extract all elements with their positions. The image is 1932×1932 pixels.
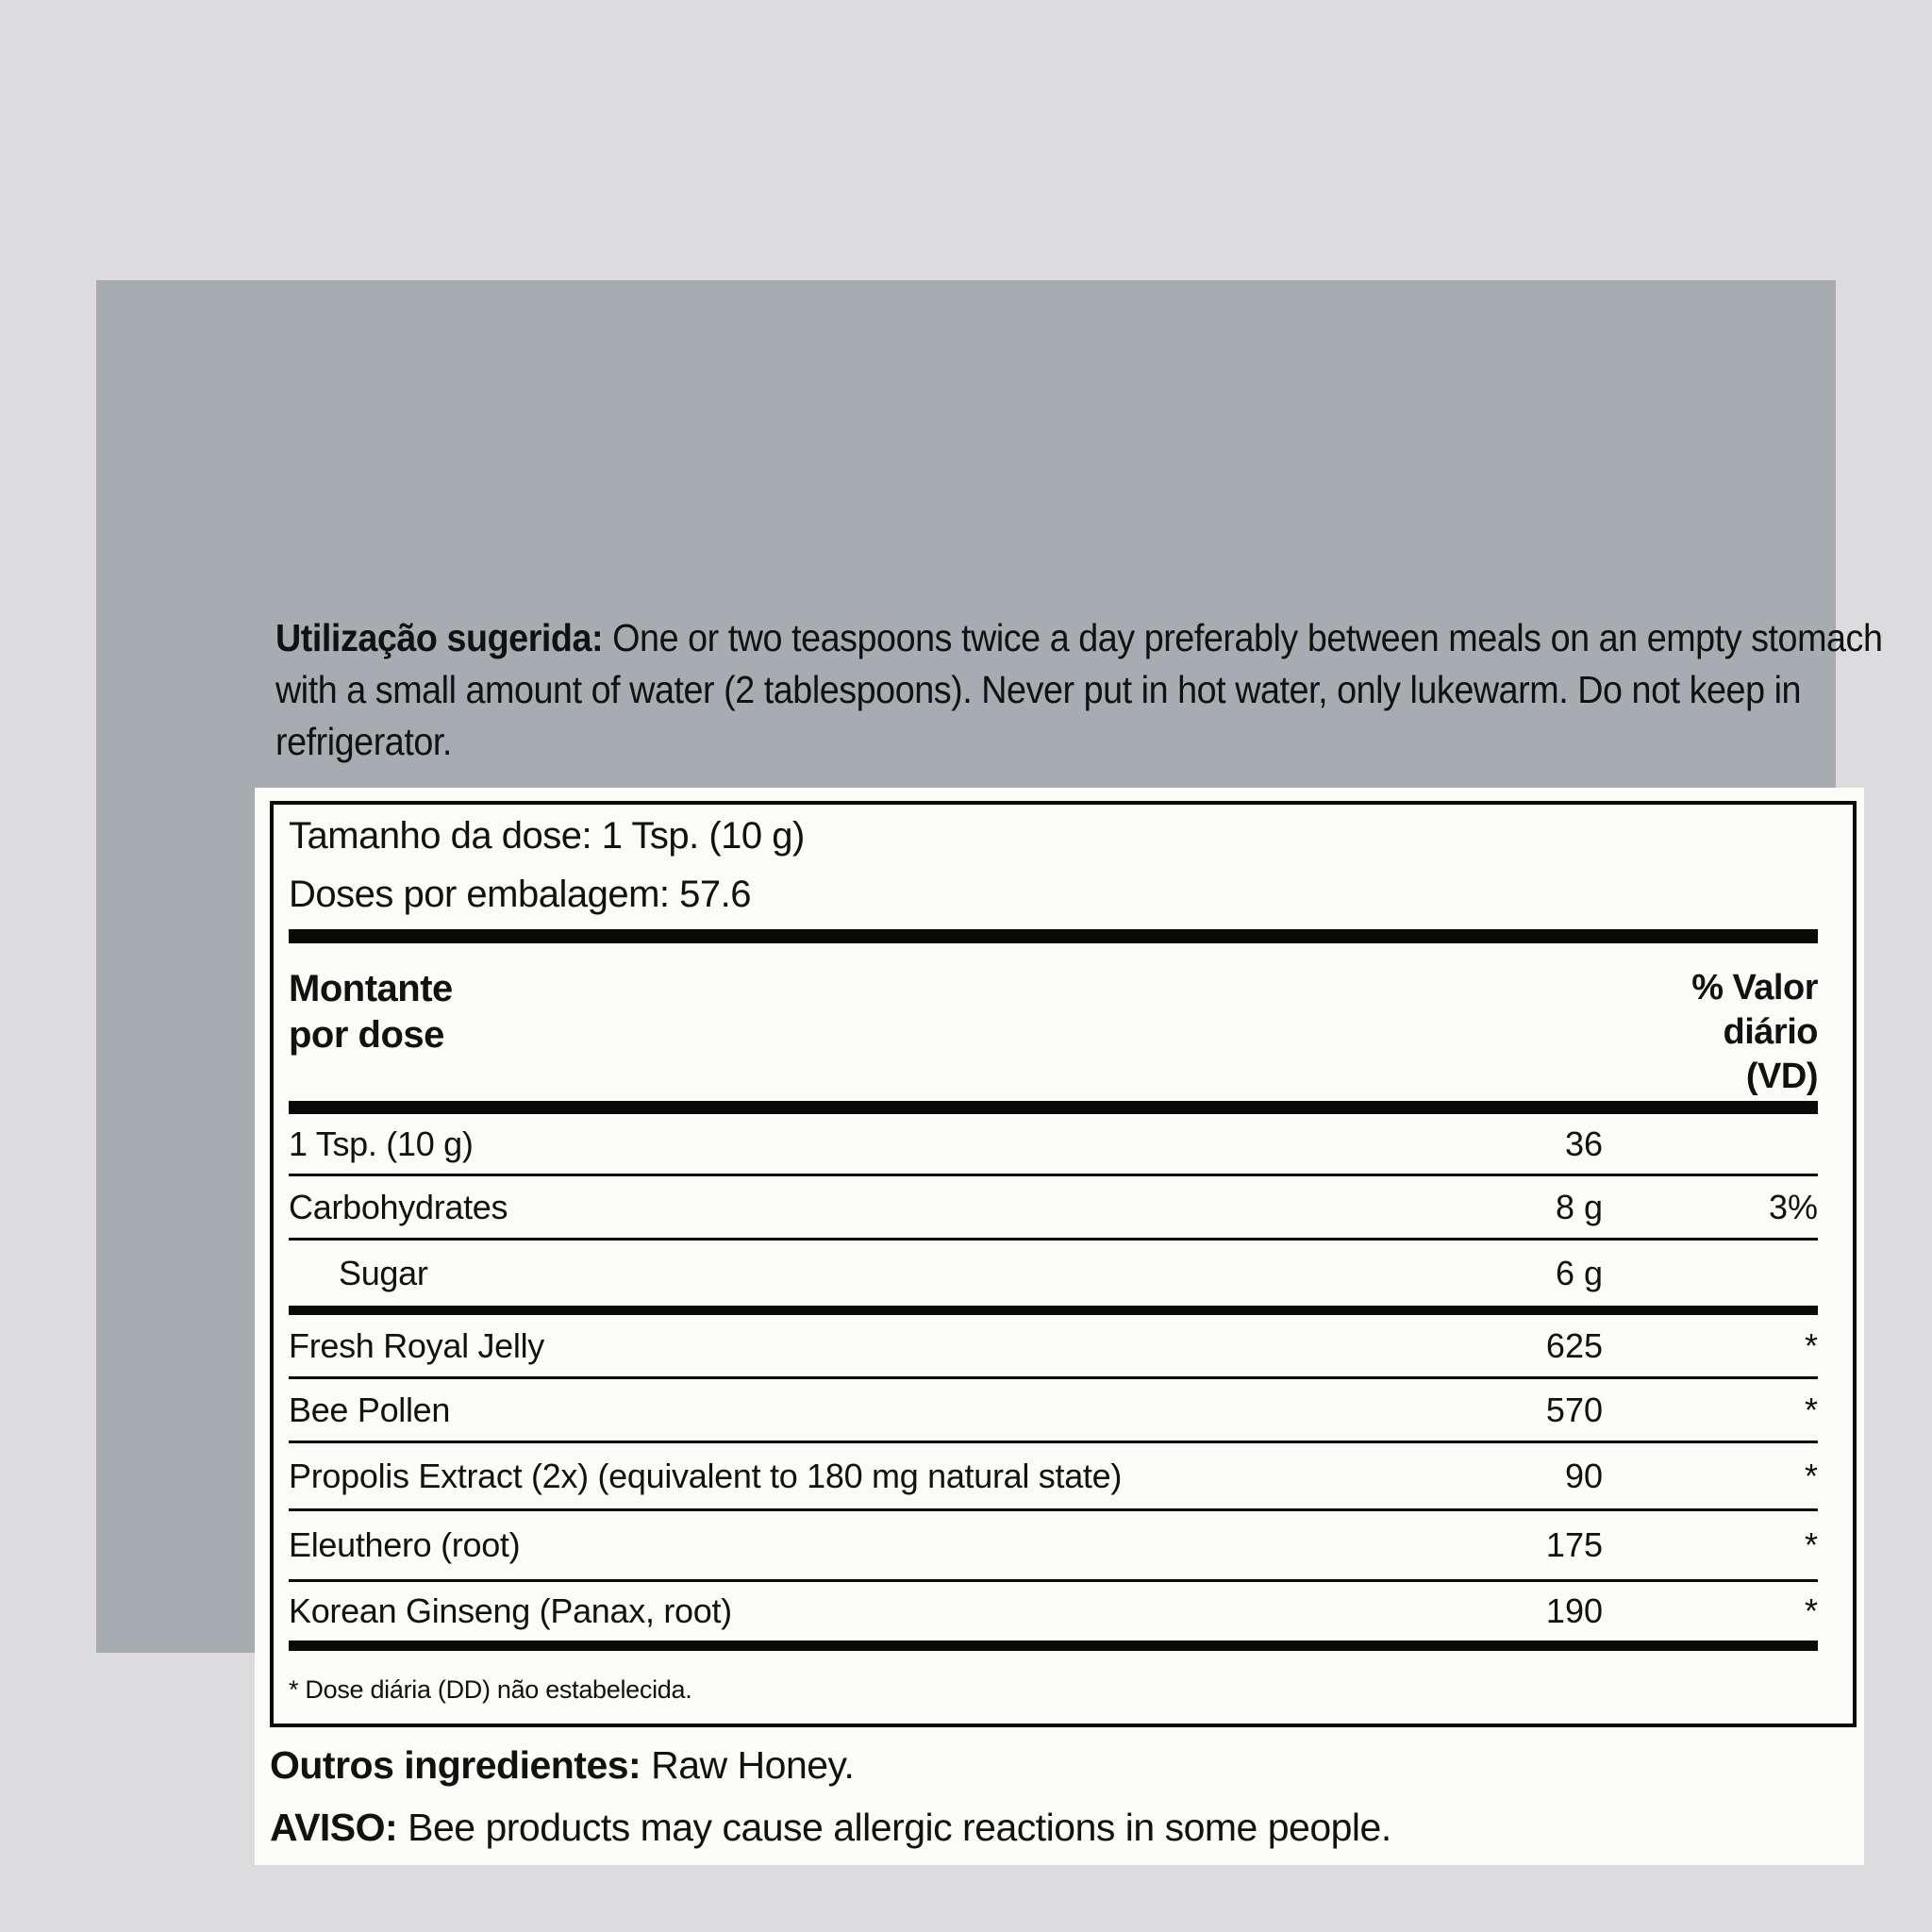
suggested-use-line-1: [275, 612, 1882, 664]
table-row-sugar: [289, 1241, 1818, 1315]
row-main-cell: [289, 1591, 1603, 1631]
row-name: Eleuthero (root): [289, 1525, 521, 1564]
row-name: Korean Ginseng (Panax, root): [289, 1591, 732, 1630]
table-row-serving: [289, 1114, 1818, 1176]
row-name: Propolis Extract (2x) (equivalent to 180 mg natural state): [289, 1456, 1123, 1495]
warning-label: AVISO:: [270, 1806, 398, 1849]
table-row-propolis-extract: [289, 1443, 1818, 1511]
row-dv: *: [1804, 1591, 1818, 1630]
supplement-facts-box: [270, 801, 1857, 1727]
table-row-carbohydrates: [289, 1176, 1818, 1241]
row-dv: *: [1804, 1525, 1818, 1564]
divider-thick-bottom: [289, 1641, 1818, 1651]
row-amount: 36: [1564, 1124, 1603, 1163]
suggested-use-paragraph: [275, 612, 1932, 768]
amount-header-line-2: por dose: [289, 1014, 444, 1056]
table-row-fresh-royal-jelly: [289, 1315, 1818, 1379]
warning-line: [270, 1804, 1391, 1851]
dv-header-line-2: diário: [1723, 1012, 1818, 1052]
row-amount: 90: [1564, 1456, 1603, 1495]
dv-column-header: [1603, 966, 1818, 1101]
serving-size: Tamanho da dose: 1 Tsp. (10 g): [289, 815, 805, 857]
other-ingredients-text: Raw Honey.: [651, 1743, 855, 1787]
table-row-bee-pollen: [289, 1379, 1818, 1443]
row-amount: 175: [1545, 1525, 1603, 1564]
row-amount: 190: [1545, 1591, 1603, 1630]
dv-header-line-3: (VD): [1745, 1057, 1818, 1096]
dv-footnote: * Dose diária (DD) não estabelecida.: [289, 1675, 692, 1704]
row-main-cell: [289, 1188, 1603, 1227]
warning-text: Bee products may cause allergic reactions in some people.: [408, 1806, 1391, 1849]
suggested-use-text-1: One or two teaspoons twice a day preferably between meals on an empty stomach: [612, 616, 1883, 659]
row-name: Sugar: [339, 1253, 428, 1292]
row-name: Bee Pollen: [289, 1390, 451, 1429]
row-dv: *: [1804, 1325, 1818, 1365]
divider-thick-top: [289, 929, 1818, 943]
suggested-use-line-2: with a small amount of water (2 tablespoons). Never put in hot water, only lukewarm. Do not keep in: [275, 668, 1802, 711]
row-dv: *: [1804, 1390, 1818, 1429]
row-amount: 625: [1545, 1325, 1603, 1365]
dv-header-line-1: % Valor: [1691, 968, 1818, 1008]
row-main-cell: [289, 1525, 1603, 1565]
divider-thick-header: [289, 1101, 1818, 1114]
space: [397, 1806, 408, 1849]
table-header: [289, 966, 1818, 1101]
row-name: Carbohydrates: [289, 1187, 508, 1226]
suggested-use-label: Utilização sugerida:: [275, 616, 604, 659]
table-row-eleuthero: [289, 1511, 1818, 1582]
space: [603, 616, 612, 659]
row-main-cell: [289, 1457, 1603, 1496]
row-name: Fresh Royal Jelly: [289, 1325, 544, 1365]
row-amount: 6 g: [1555, 1253, 1603, 1292]
other-ingredients-label: Outros ingredientes:: [270, 1743, 641, 1787]
row-main-cell: [289, 1391, 1603, 1430]
row-main-cell: [289, 1124, 1603, 1164]
table-row-korean-ginseng: [289, 1582, 1818, 1641]
space: [641, 1743, 651, 1787]
suggested-use-line-3: refrigerator.: [275, 720, 452, 763]
row-dv: *: [1804, 1456, 1818, 1495]
row-main-cell: [289, 1326, 1603, 1366]
supplement-label: [96, 280, 1883, 1849]
row-amount: 8 g: [1555, 1187, 1603, 1226]
row-amount: 570: [1545, 1390, 1603, 1429]
row-main-cell: [289, 1254, 1603, 1293]
row-name: 1 Tsp. (10 g): [289, 1124, 474, 1163]
row-dv: 3%: [1768, 1187, 1818, 1226]
amount-header-line-1: Montante: [289, 968, 453, 1009]
amount-column-header: [289, 966, 1603, 1101]
servings-per-container: Doses por embalagem: 57.6: [289, 874, 751, 915]
other-ingredients: [270, 1741, 854, 1789]
